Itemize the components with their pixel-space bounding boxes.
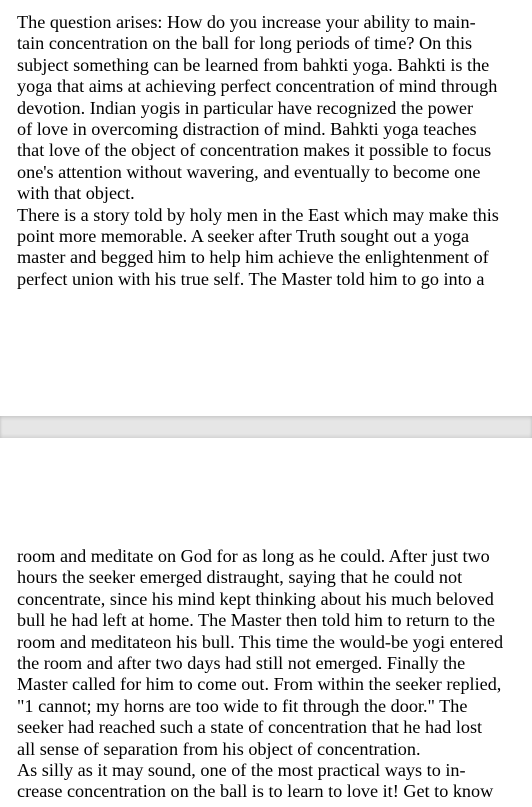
text-line: one's attention without wavering, and eventually to become one [17,161,481,182]
top-page-text [17,12,527,290]
text-line: that love of the object of concentration makes it possible to focus [17,140,492,161]
text-line: bull he had left at home. The Master then told him to return to the [17,610,495,631]
text-line: "1 cannot; my horns are too wide to fit through the door." The [17,695,468,716]
text-line: tain concentration on the ball for long periods of time? On this [17,33,473,54]
page-separator [0,416,532,438]
text-line: seeker had reached such a state of concentration that he had lost [17,717,483,738]
text-line: crease concentration on the ball is to learn to love it! Get to know [17,781,494,802]
text-line: The question arises: How do you increase your ability to main- [17,12,476,32]
text-line: subject something can be learned from bahkti yoga. Bahkti is the [17,54,490,75]
text-line: concentrate, since his mind kept thinking about his much beloved [17,588,494,609]
text-line: room and meditate on God for as long as he could. After just two [17,546,490,566]
text-line: all sense of separation from his object of concentration. [17,738,421,759]
text-line: the room and after two days had still not emerged. Finally the [17,652,466,673]
text-line: There is a story told by holy men in the East which may make this [17,204,499,225]
text-line: yoga that aims at achieving perfect concentration of mind through [17,76,498,97]
bottom-page-text [17,546,527,803]
text-line: point more memorable. A seeker after Truth sought out a yoga [17,225,470,246]
text-line: Master called for him to come out. From within the seeker replied, [17,674,502,695]
text-line: of love in overcoming distraction of mind. Bahkti yoga teaches [17,118,477,139]
text-line: hours the seeker emerged distraught, saying that he could not [17,567,463,588]
text-line: devotion. Indian yogis in particular have recognized the power [17,97,474,118]
text-line: master and begged him to help him achieve the enlightenment of [17,247,489,268]
text-line: with that object. [17,183,135,204]
text-line: room and meditateon his bull. This time the would-be yogi entered [17,631,504,652]
text-line: As silly as it may sound, one of the most practical ways to in- [17,759,466,780]
text-line: perfect union with his true self. The Master told him to go into a [17,268,485,289]
